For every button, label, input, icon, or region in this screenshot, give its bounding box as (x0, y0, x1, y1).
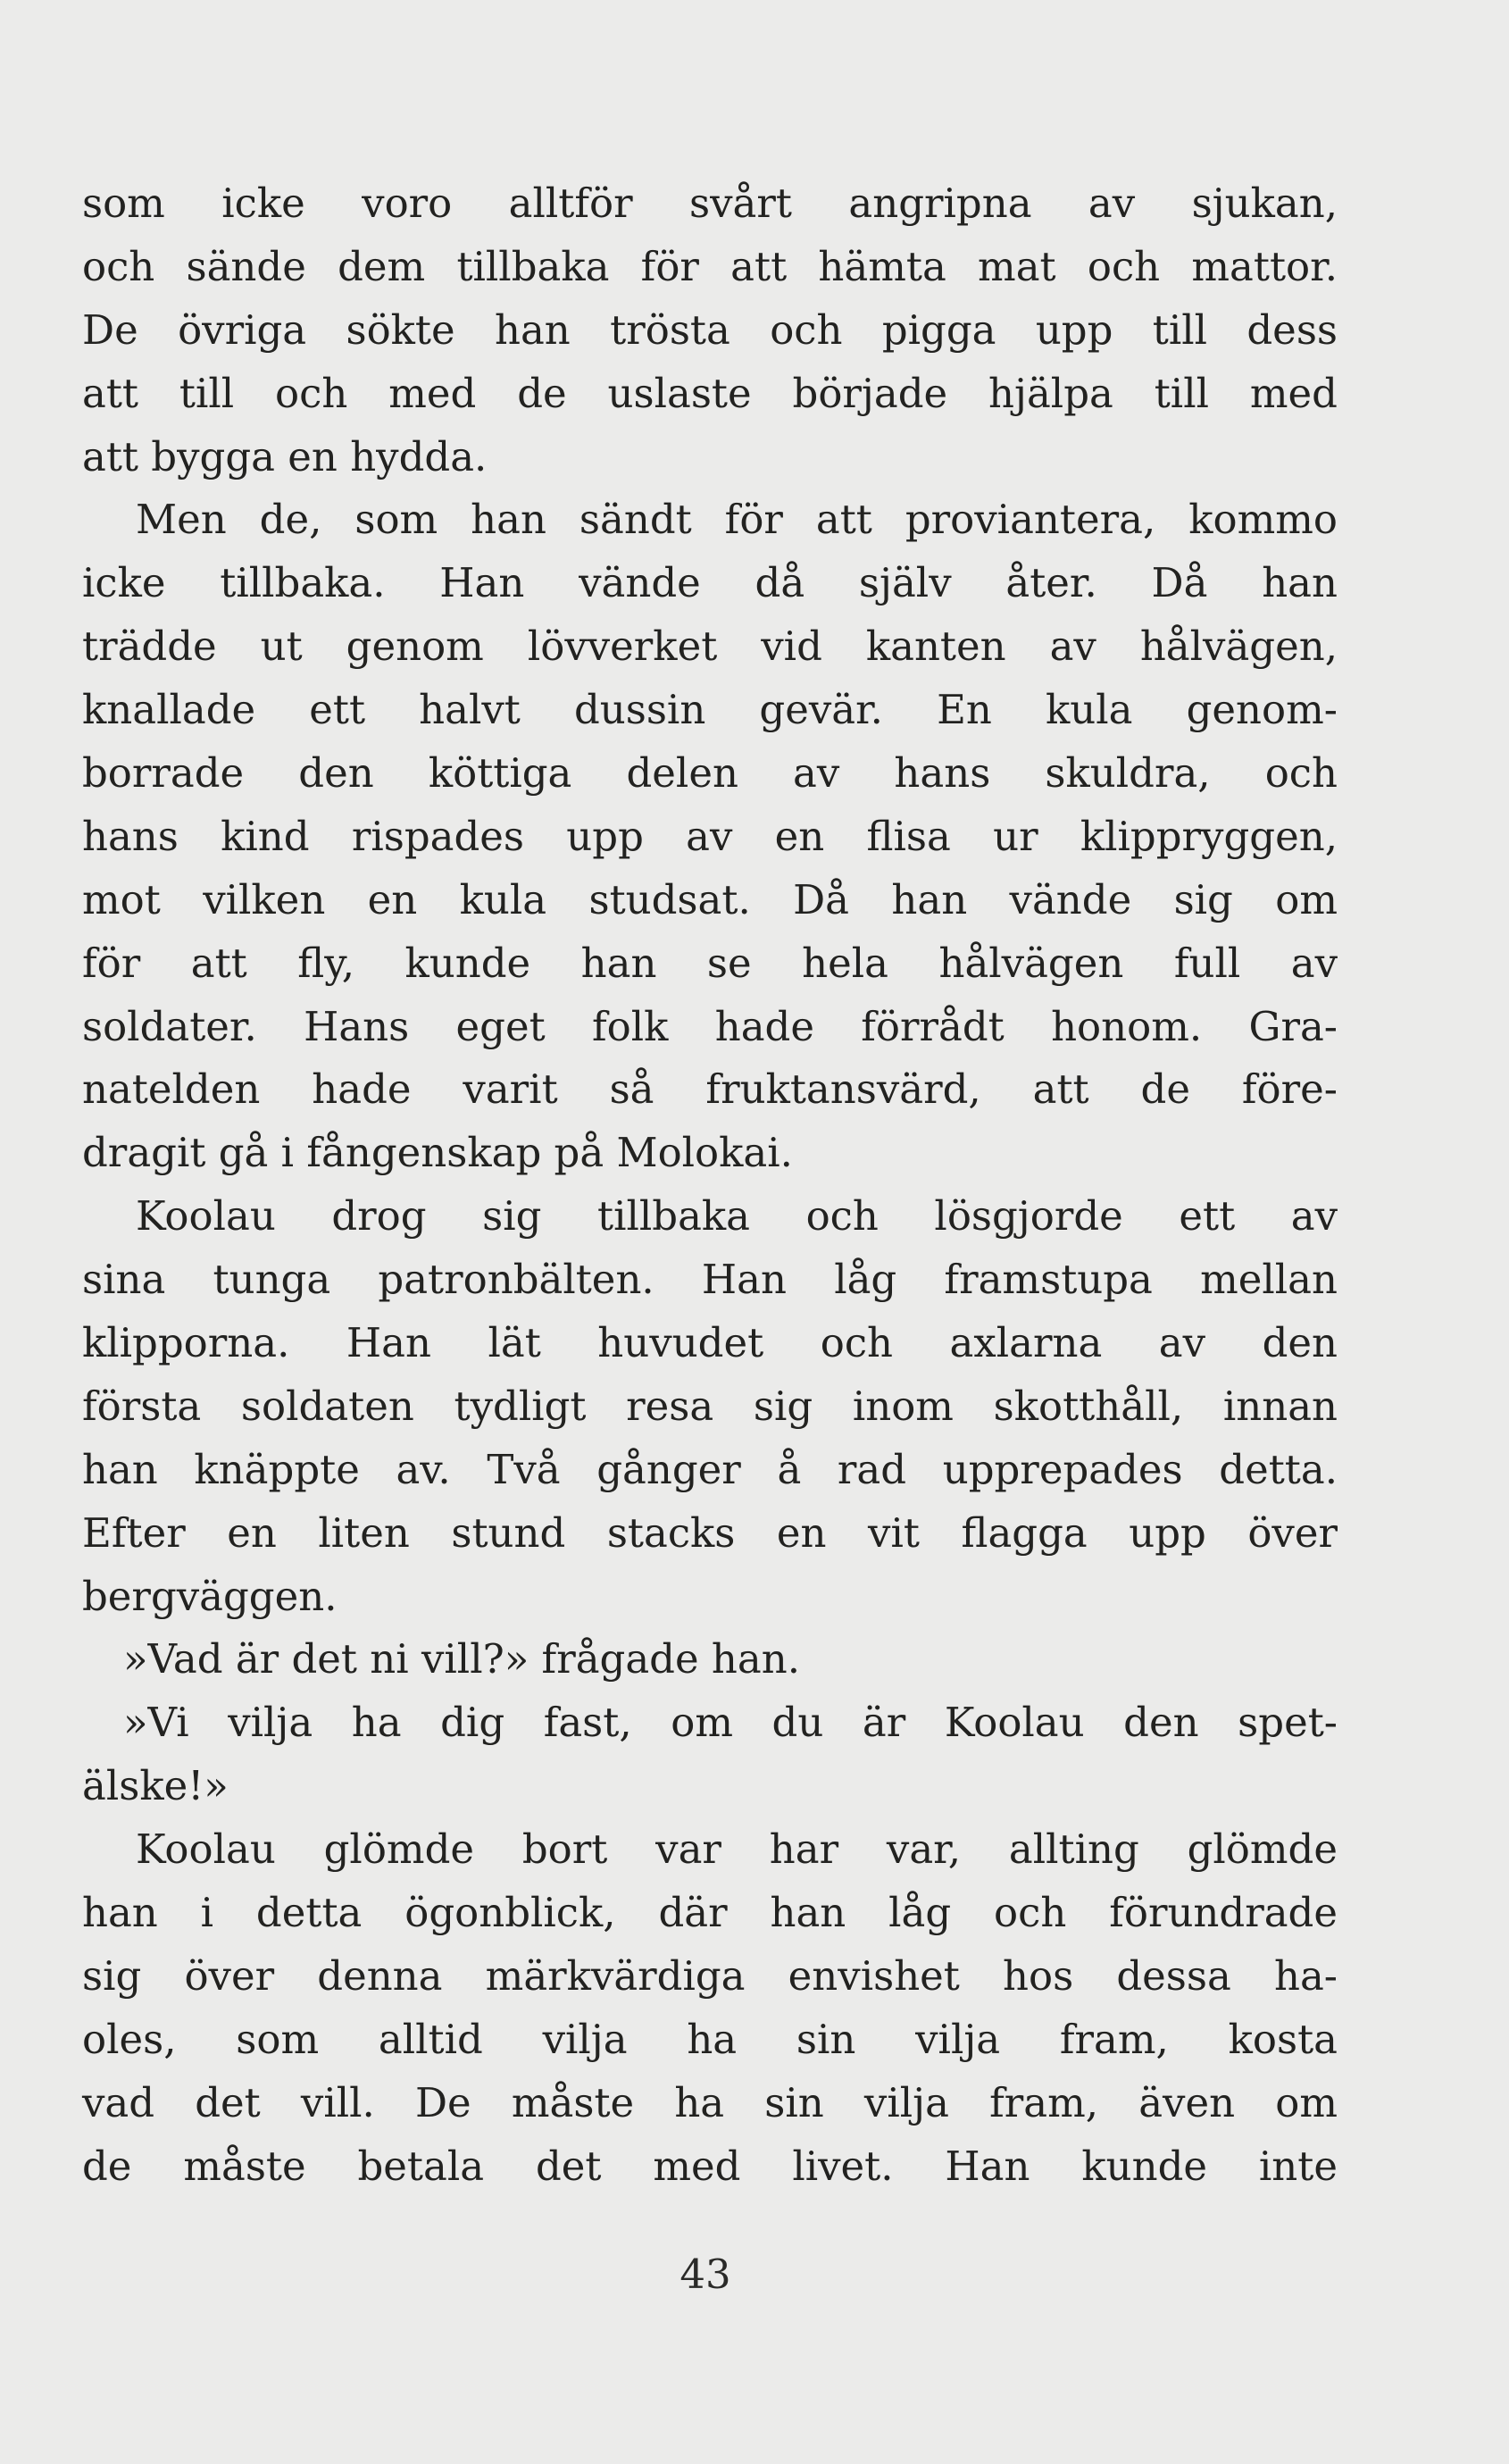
text-line: hans kind rispades upp av en flisa ur klippryggen, (82, 812, 1338, 860)
text-line: älske!» (82, 1762, 229, 1810)
text-line: vad det vill. De måste ha sin vilja fram, även om (82, 2078, 1338, 2126)
text-line: icke tillbaka. Han vände då själv åter. Då han (82, 559, 1338, 607)
text-line: Efter en liten stund stacks en vit flagga upp över (82, 1508, 1338, 1557)
text-line: Koolau drog sig tillbaka och lösgjorde ett av (136, 1192, 1338, 1240)
text-line: »Vad är det ni vill?» frågade han. (123, 1635, 801, 1683)
text-line: han knäppte av. Två gånger å rad upprepades detta. (82, 1445, 1338, 1493)
text-line: att bygga en hydda. (82, 432, 488, 480)
text-line: oles, som alltid vilja ha sin vilja fram, kosta (82, 2015, 1338, 2063)
text-line: knallade ett halvt dussin gevär. En kula genom- (82, 686, 1338, 734)
text-line: första soldaten tydligt resa sig inom skotthåll, innan (82, 1382, 1338, 1430)
text-line: för att fly, kunde han se hela hålvägen full av (82, 939, 1338, 987)
text-line: som icke voro alltför svårt angripna av sjukan, (82, 180, 1338, 227)
text-line: natelden hade varit så fruktansvärd, att de före- (82, 1065, 1338, 1114)
text-line: sig över denna märkvärdiga envishet hos dessa ha- (82, 1951, 1338, 2000)
page-number: 43 (679, 2251, 731, 2298)
text-line: sina tunga patronbälten. Han låg framstupa mellan (82, 1256, 1338, 1304)
text-line: »Vi vilja ha dig fast, om du är Koolau den spet- (123, 1699, 1338, 1747)
text-line: soldater. Hans eget folk hade förrådt honom. Gra- (82, 1002, 1338, 1050)
text-line: han i detta ögonblick, där han låg och förundrade (82, 1889, 1338, 1937)
text-line: Koolau glömde bort var har var, allting glömde (136, 1825, 1338, 1874)
text-line: de måste betala det med livet. Han kunde inte (82, 2142, 1338, 2190)
text-line: klipporna. Han lät huvudet och axlarna av den (82, 1319, 1338, 1367)
text-line: och sände dem tillbaka för att hämta mat och mattor. (82, 242, 1338, 290)
text-line: Men de, som han sändt för att proviantera, kommo (136, 496, 1338, 544)
text-line: att till och med de uslaste började hjälpa till med (82, 369, 1338, 417)
text-line: mot vilken en kula studsat. Då han vände sig om (82, 875, 1338, 923)
text-line: bergväggen. (82, 1572, 338, 1620)
text-line: borrade den köttiga delen av hans skuldra, och (82, 749, 1338, 798)
text-line: dragit gå i fångenskap på Molokai. (82, 1129, 793, 1177)
body-text (82, 172, 1338, 2199)
text-line: De övriga sökte han trösta och pigga upp till dess (82, 305, 1338, 354)
text-line: trädde ut genom lövverket vid kanten av hålvägen, (82, 622, 1338, 671)
